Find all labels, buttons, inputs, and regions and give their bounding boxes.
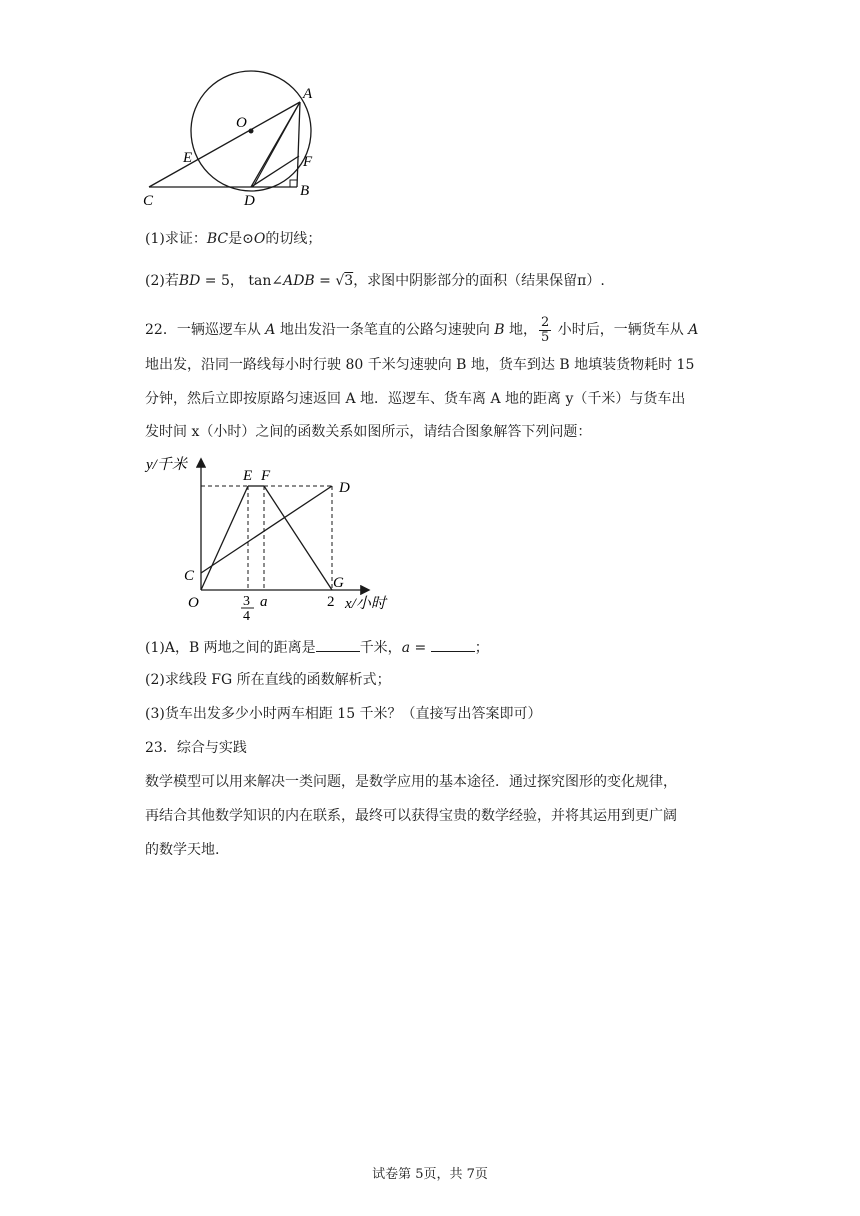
blank-distance xyxy=(316,637,360,652)
segment-ab xyxy=(297,102,300,187)
tick-three-quarters-num: 3 xyxy=(243,594,250,609)
right-angle-mark xyxy=(290,180,297,187)
q23-line2: 再结合其他数学知识的内在联系，最终可以获得宝贵的数学经验，并将其运用到更广阔 xyxy=(145,808,677,824)
q22-line1: 22．一辆巡逻车从 A 地出发沿一条笔直的公路匀速驶向 B 地， $\frac{2}{5}$ 小时后，一辆货车从 A xyxy=(145,314,699,345)
geometry-figure xyxy=(135,70,335,215)
y-axis-label: y/千米 xyxy=(146,457,187,473)
label-o: O xyxy=(236,115,247,131)
label-d: D xyxy=(339,480,350,496)
label-a: A xyxy=(303,86,313,102)
label-c: C xyxy=(143,193,154,209)
fraction-2-5: $\frac{2}{5}$ xyxy=(541,314,550,345)
distance-time-graph xyxy=(140,450,400,620)
q22-part1: (1)A，B 两地之间的距离是 千米，a = ； xyxy=(145,637,489,658)
blank-a xyxy=(431,637,475,652)
label-e: E xyxy=(243,468,253,484)
q23-line1: 数学模型可以用来解决一类问题，是数学应用的基本途径．通过探究图形的变化规律， xyxy=(145,774,677,790)
x-axis-label: x/小时 xyxy=(345,596,386,612)
center-dot xyxy=(249,129,254,134)
segment-oe xyxy=(201,486,248,590)
q21-part2: (2)若BD = 5， tan∠ADB = √3，求图中阴影部分的面积（结果保留π）. xyxy=(145,273,605,289)
q23-line3: 的数学天地. xyxy=(145,842,220,858)
segment-fg xyxy=(264,486,332,590)
q23-title: 23．综合与实践 xyxy=(145,740,247,756)
label-f: F xyxy=(261,468,271,484)
tick-a: a xyxy=(260,594,268,610)
page-footer: 试卷第 5页，共 7页 xyxy=(372,1167,488,1182)
label-e: E xyxy=(183,150,193,166)
label-o: O xyxy=(188,595,199,611)
q22-line4: 发时间 x（小时）之间的函数关系如图所示，请结合图象解答下列问题： xyxy=(145,424,592,440)
q22-part2: (2)求线段 FG 所在直线的函数解析式； xyxy=(145,672,391,688)
label-b: B xyxy=(300,183,310,199)
segment-ca xyxy=(149,102,300,187)
label-f: F xyxy=(303,154,313,170)
q22-line2: 地出发，沿同一路线每小时行驶 80 千米匀速驶向 B 地，货车到达 B 地填装货物耗时 15 xyxy=(145,357,695,373)
label-c: C xyxy=(184,568,195,584)
tick-2: 2 xyxy=(327,594,335,610)
q22-part3: (3)货车出发多少小时两车相距 15 千米？（直接写出答案即可） xyxy=(145,706,542,722)
label-g: G xyxy=(333,575,344,591)
q22-line3: 分钟，然后立即按原路匀速返回 A 地．巡逻车、货车离 A 地的距离 y（千米）与货车出 xyxy=(145,391,686,407)
label-d: D xyxy=(244,193,255,209)
segment-df xyxy=(251,156,299,187)
q21-part1: (1)求证：BC是⊙O的切线； xyxy=(145,231,322,247)
tick-three-quarters-den: 4 xyxy=(243,609,250,620)
